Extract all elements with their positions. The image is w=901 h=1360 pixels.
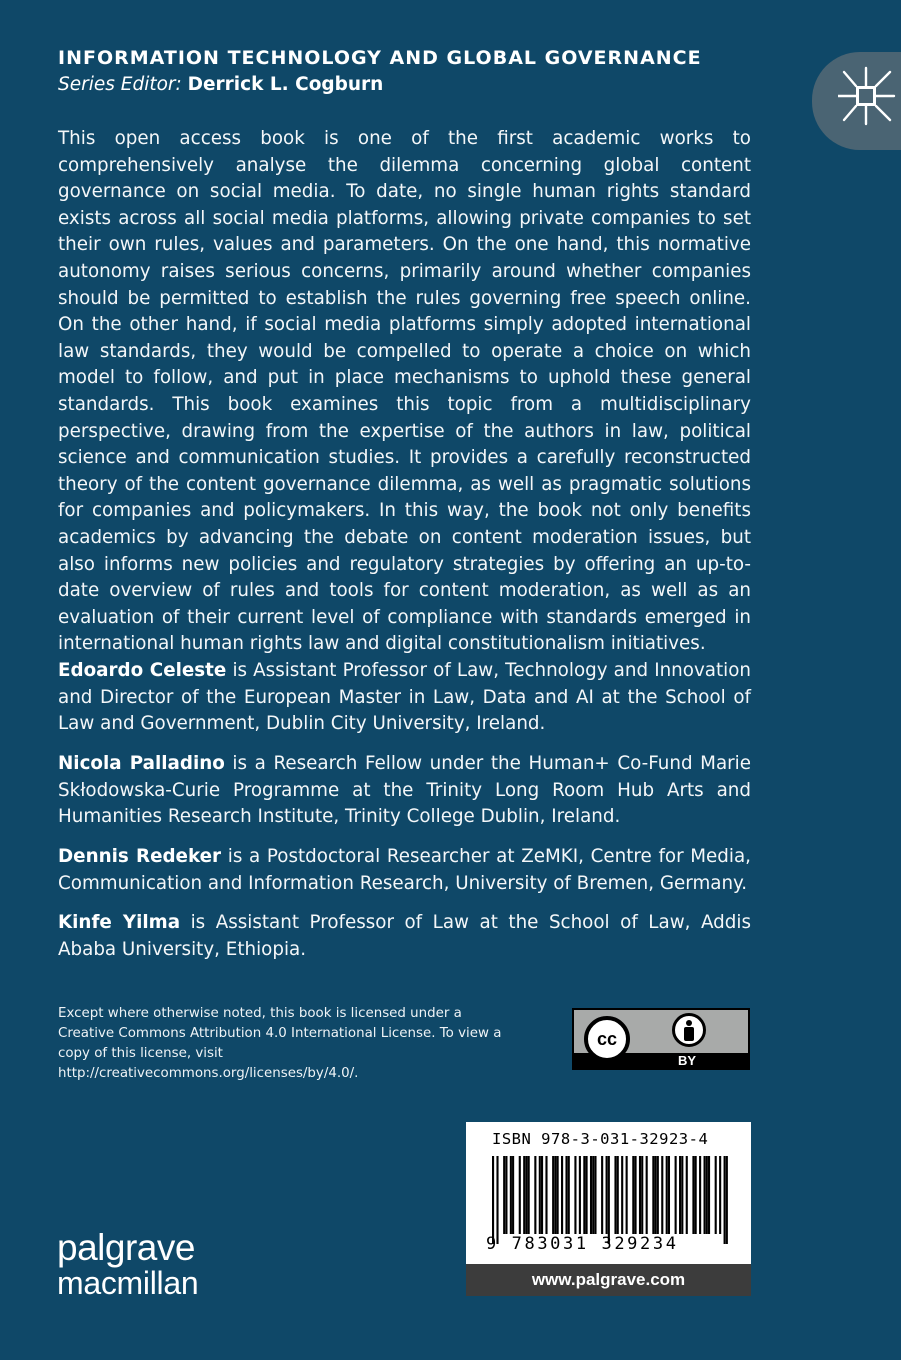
publisher-url: www.palgrave.com	[466, 1264, 751, 1296]
author-bio-1	[58, 658, 751, 738]
series-editor	[58, 74, 383, 95]
author-name: Kinfe Yilma	[58, 912, 181, 933]
publisher-logo	[57, 1227, 199, 1301]
publisher-logo-line1: palgrave	[57, 1227, 195, 1268]
publisher-logo-line2: macmillan	[57, 1265, 199, 1301]
author-bio-2	[58, 751, 751, 831]
license-notice: Except where otherwise noted, this book is licensed under a Creative Commons Attribution 4.0 International License. To view a copy of this license, visit http://creativecommons.org/licenses/by/4.0/.	[58, 1006, 502, 1081]
isbn-label: ISBN 978-3-031-32923-4	[492, 1130, 709, 1148]
book-blurb: This open access book is one of the first academic works to comprehensively analyse the dilemma concerning global content governance on social media. To date, no single human rights standard exists across all social media platforms, allowing private companies to set their own rules, values and parameters. On the one hand, this normative autonomy raises serious concerns, primarily around whether companies should be permitted to establish the rules governing free speech online. On the other hand, if social media platforms simply adopted international law standards, they would be compelled to operate a choice on which model to follow, and put in place mechanisms to uphold these general standards. This book examines this topic from a multidisciplinary perspective, drawing from the expertise of the authors in law, political science and communication studies. It provides a carefully reconstructed theory of the content governance dilemma, as well as pragmatic solutions for companies and policymakers. In this way, the book not only benefits academics by advancing the debate on content moderation issues, but also informs new policies and regulatory strategies by offering an up-to-date overview of rules and tools for content moderation, as well as an evaluation of their current level of compliance with standards emerged in international human rights law and digital constitutionalism initiatives.	[58, 128, 751, 655]
author-name: Dennis Redeker	[58, 846, 222, 867]
series-title: INFORMATION TECHNOLOGY AND GLOBAL GOVERNANCE	[58, 47, 702, 69]
isbn-digits: 9 783031 329234	[486, 1234, 679, 1254]
author-bio-text: is Assistant Professor of Law, Technology and Innovation and Director of the European Master in Law, Data and AI at the School of Law and Government, Dublin City University, Ireland.	[58, 660, 751, 735]
palgrave-badge	[812, 52, 901, 150]
series-editor-label: Series Editor:	[58, 74, 182, 95]
author-name: Edoardo Celeste	[58, 660, 227, 681]
barcode-icon	[492, 1156, 728, 1244]
palgrave-network-icon	[838, 66, 896, 126]
cc-by-badge	[572, 1008, 750, 1070]
isbn-barcode-block	[466, 1122, 751, 1296]
author-bio-text: is a Research Fellow under the Human+ Co-Fund Marie Skłodowska-Curie Programme at the Trinity Long Room Hub Arts and Humanities Research Institute, Trinity College Dublin, Ireland.	[58, 753, 751, 828]
attribution-icon	[672, 1013, 706, 1047]
author-bio-text: is Assistant Professor of Law at the School of Law, Addis Ababa University, Ethiopia.	[58, 912, 751, 960]
author-bio-3	[58, 844, 751, 897]
series-editor-name: Derrick L. Cogburn	[187, 74, 384, 95]
by-label: BY	[678, 1053, 697, 1068]
author-name: Nicola Palladino	[58, 753, 225, 774]
cc-icon: cc	[584, 1016, 630, 1062]
author-bio-text: is a Postdoctoral Researcher at ZeMKI, Centre for Media, Communication and Information Research, University of Bremen, Germany.	[58, 846, 751, 894]
author-bio-4	[58, 910, 751, 963]
